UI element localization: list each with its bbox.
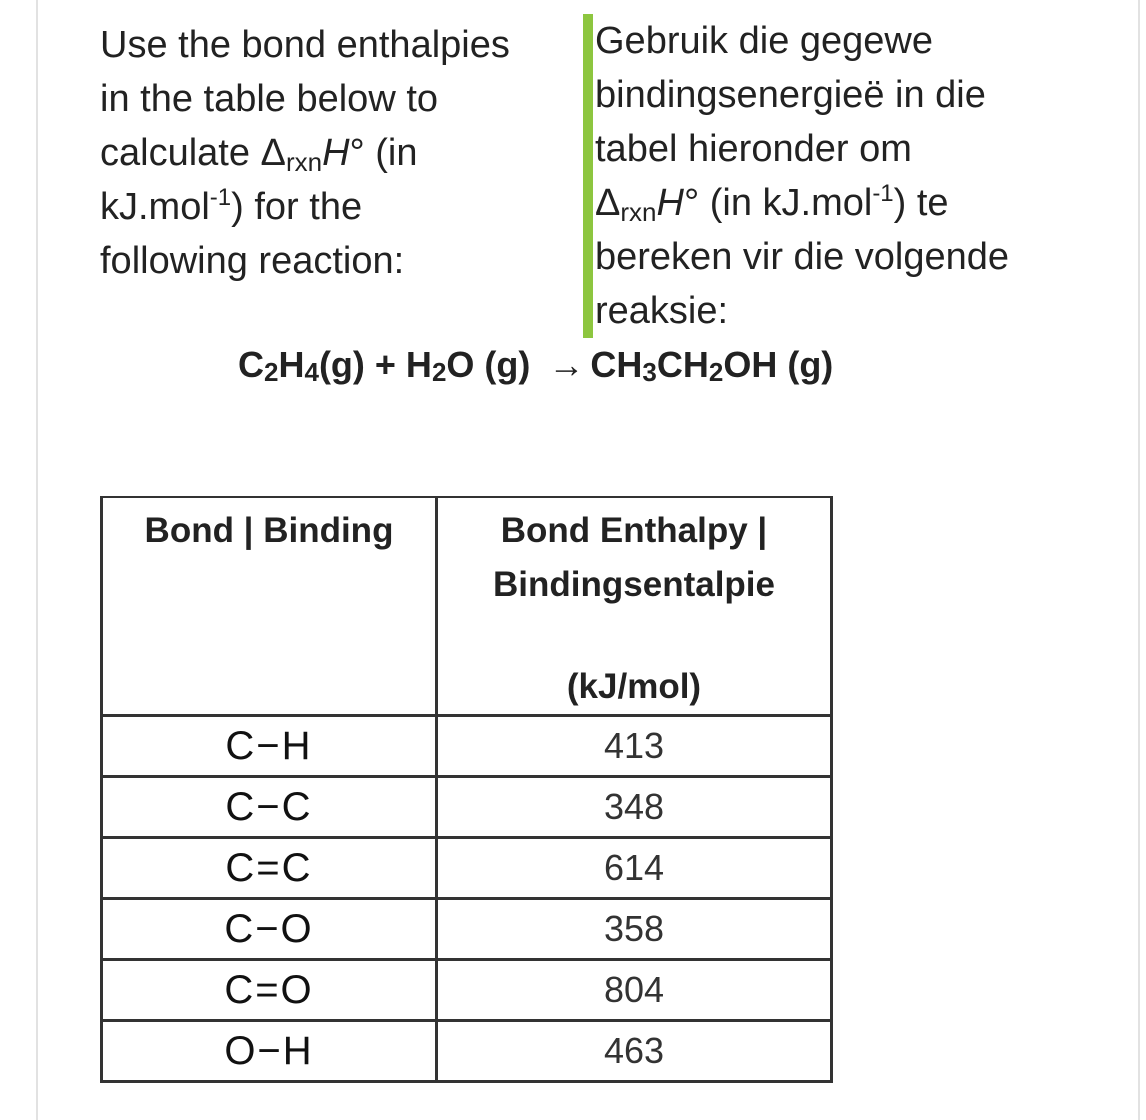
degree-in-text: ° (in xyxy=(349,132,418,174)
question-english xyxy=(100,18,580,288)
en-line-4: kJ.mol$^{-1}$) for the xyxy=(100,184,363,228)
table-row xyxy=(102,899,832,960)
table-row xyxy=(102,838,832,899)
reaction-arrow-icon: → xyxy=(548,344,585,385)
en-line-3 xyxy=(100,126,580,180)
header-unit: (kJ/mol) xyxy=(566,667,702,706)
exponent-af: -1 xyxy=(872,180,894,207)
af-line-6: reaksie: xyxy=(595,290,729,332)
af-line-5: bereken vir die volgende xyxy=(595,236,1010,278)
en-line-1: Use the bond enthalpies xyxy=(100,24,510,66)
table-row xyxy=(102,777,832,838)
table-header-row xyxy=(102,497,832,716)
table-row xyxy=(102,1021,832,1082)
en-line-5: following reaction: xyxy=(100,240,405,282)
table-row xyxy=(102,716,832,777)
page-right-border xyxy=(1138,0,1140,1120)
enthalpy-cell: 348 xyxy=(437,777,832,838)
bond-cell: C−O xyxy=(102,899,437,960)
enthalpy-cell: 614 xyxy=(437,838,832,899)
delta-rxn-h-symbol: $\Delta_{rxn}H$ xyxy=(260,132,350,177)
exponent: -1 xyxy=(209,184,232,211)
af-line-2: bindingsenergieë in die xyxy=(595,74,986,116)
bond-cell: C−C xyxy=(102,777,437,838)
question-afrikaans xyxy=(583,14,1135,338)
header-enthalpy: Bond Enthalpy | Bindingsentalpie (kJ/mol) xyxy=(437,497,832,716)
table-row xyxy=(102,960,832,1021)
enthalpy-cell: 804 xyxy=(437,960,832,1021)
bond-cell: C=O xyxy=(102,960,437,1021)
bond-cell: O−H xyxy=(102,1021,437,1082)
enthalpy-cell: 463 xyxy=(437,1021,832,1082)
enthalpy-cell: 413 xyxy=(437,716,832,777)
reaction-equation: $C_2H_4(g) + H_2O$ $(g) \to CH_3CH_2OH$ (g) xyxy=(238,344,834,387)
af-line-4: $\Delta_{rxn}H^\circ$ (in kJ.mol$^{-1}$) te xyxy=(595,180,949,227)
enthalpy-cell: 358 xyxy=(437,899,832,960)
header-bond: Bond | Binding xyxy=(102,497,437,716)
en-line-3-text: calculate xyxy=(100,132,261,174)
bond-cell: C−H xyxy=(102,716,437,777)
delta-rxn-h-symbol-af: $\Delta_{rxn}H$ xyxy=(595,182,684,227)
af-line-3: tabel hieronder om xyxy=(595,128,912,170)
en-line-2: in the table below to xyxy=(100,78,439,120)
page-left-border xyxy=(36,0,38,1120)
af-line-1: Gebruik die gegewe xyxy=(595,20,933,62)
bond-enthalpy-table xyxy=(100,496,833,1083)
bond-cell: C=C xyxy=(102,838,437,899)
